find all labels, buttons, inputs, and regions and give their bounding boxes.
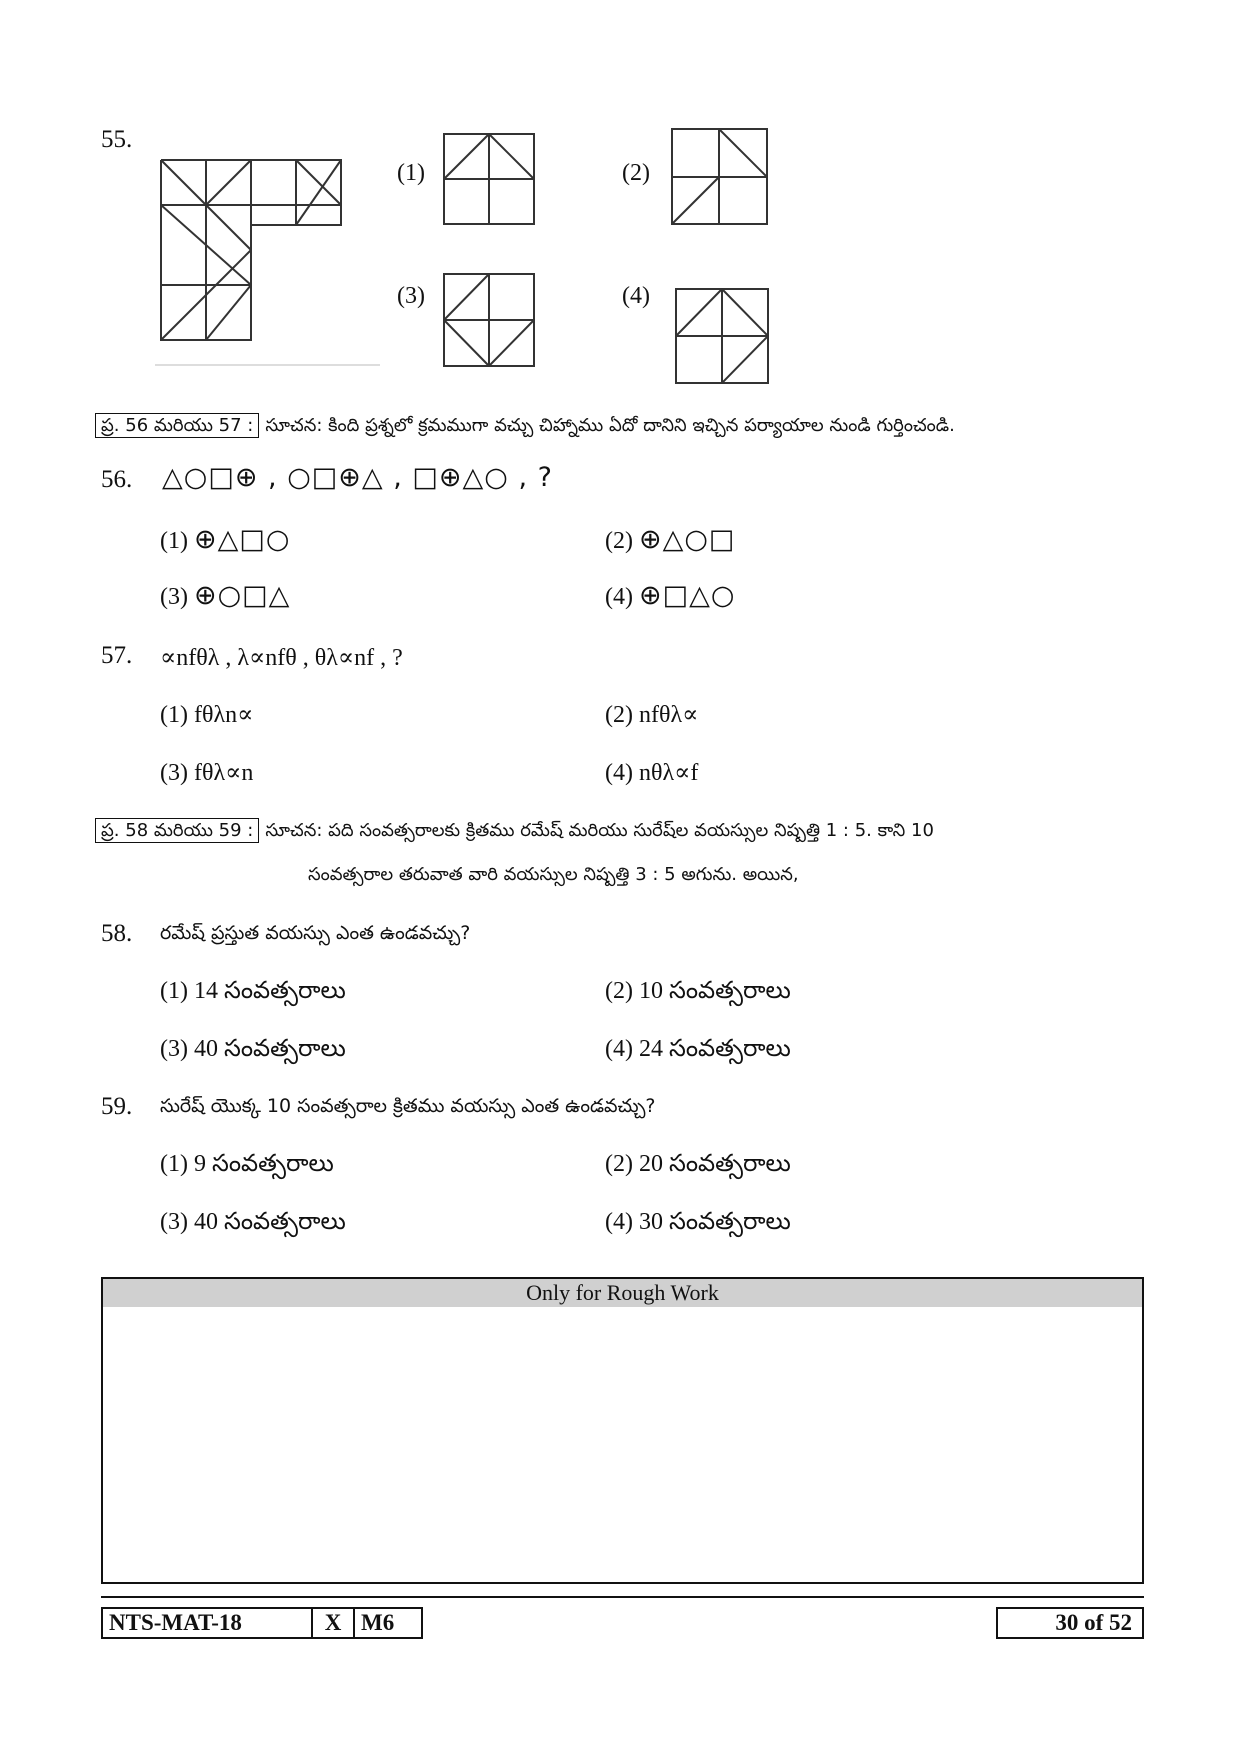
footer-divider	[101, 1596, 1144, 1598]
footer-class: X	[311, 1607, 355, 1639]
footer-medium: M6	[353, 1607, 423, 1639]
instruction-text-line2: సంవత్సరాల తరువాత వారి వయస్సుల నిష్పత్తి 3 : 5 అగును. అయిన,	[308, 864, 799, 885]
q56-option-1	[160, 524, 290, 555]
q55-option-figure	[440, 132, 540, 227]
q55-option-figure	[668, 127, 773, 229]
option-symbols: ⊕○□△	[193, 580, 291, 611]
q58-option-4: (4) 24 సంవత్సరాలు	[605, 1036, 791, 1062]
question-text: సురేష్ యొక్క 10 సంవత్సరాల క్రితము వయస్సు ఎంత ఉండవచ్చు?	[160, 1095, 656, 1117]
q58-option-1: (1) 14 సంవత్సరాలు	[160, 978, 346, 1004]
q56-series: △○□⊕ , ○□⊕△ , □⊕△○ , ?	[162, 462, 553, 493]
q57-option-3: (3) fθλ∝n	[160, 760, 254, 786]
question-number: 58.	[101, 920, 133, 947]
instruction-label: ప్ర. 56 మరియు 57 :	[95, 413, 259, 438]
instruction-text: సూచన: కింది ప్రశ్నలో క్రమముగా వచ్చు చిహ్నాము ఏదో దానిని ఇచ్చిన పర్యాయాల నుండి గుర్తించండి.	[265, 415, 955, 436]
q59-option-1: (1) 9 సంవత్సరాలు	[160, 1151, 334, 1177]
q59-option-2: (2) 20 సంవత్సరాలు	[605, 1151, 791, 1177]
q55-option-figure	[440, 272, 540, 370]
option-symbols: ⊕□△○	[638, 580, 736, 611]
instruction-58-59	[95, 820, 934, 845]
question-number: 55.	[101, 126, 133, 153]
q57-option-4: (4) nθλ∝f	[605, 760, 699, 786]
q56-option-2	[605, 524, 735, 555]
instruction-56-57	[95, 415, 955, 440]
rough-work-box	[101, 1277, 1144, 1584]
q55-option-label: (4)	[622, 283, 650, 309]
q57-series: ∝nfθλ , λ∝nfθ , θλ∝nf , ?	[160, 645, 403, 671]
footer-code: NTS-MAT-18	[101, 1607, 313, 1639]
q58-option-3: (3) 40 సంవత్సరాలు	[160, 1036, 346, 1062]
q55-option-label: (3)	[397, 283, 425, 309]
q57-option-2: (2) nfθλ∝	[605, 702, 699, 728]
q57-option-1: (1) fθλn∝	[160, 702, 254, 728]
option-symbols: ⊕△○□	[638, 524, 736, 555]
q59-option-4: (4) 30 సంవత్సరాలు	[605, 1209, 791, 1235]
q56-option-3	[160, 580, 290, 611]
option-label: (2)	[605, 528, 633, 554]
q55-option-figure	[672, 287, 772, 387]
question-number: 57.	[101, 642, 133, 669]
q59-option-3: (3) 40 సంవత్సరాలు	[160, 1209, 346, 1235]
q55-option-label: (2)	[622, 160, 650, 186]
instruction-label: ప్ర. 58 మరియు 59 :	[95, 818, 259, 843]
q55-option-label: (1)	[397, 160, 425, 186]
question-text: రమేష్ ప్రస్తుత వయస్సు ఎంత ఉండవచ్చు?	[160, 922, 471, 944]
q58-option-2: (2) 10 సంవత్సరాలు	[605, 978, 791, 1004]
q56-option-4	[605, 580, 735, 611]
option-symbols: ⊕△□○	[193, 524, 291, 555]
question-number: 56.	[101, 466, 133, 493]
option-label: (1)	[160, 528, 188, 554]
option-label: (4)	[605, 584, 633, 610]
instruction-text-line1: సూచన: పది సంవత్సరాలకు క్రితము రమేష్ మరియు సురేష్‌ల వయస్సుల నిష్పత్తి 1 : 5. కాని 10	[265, 820, 934, 841]
rough-work-title: Only for Rough Work	[103, 1279, 1142, 1307]
q55-problem-figure	[155, 155, 385, 375]
question-number: 59.	[101, 1093, 133, 1120]
option-label: (3)	[160, 584, 188, 610]
footer-page-number: 30 of 52	[996, 1607, 1144, 1639]
